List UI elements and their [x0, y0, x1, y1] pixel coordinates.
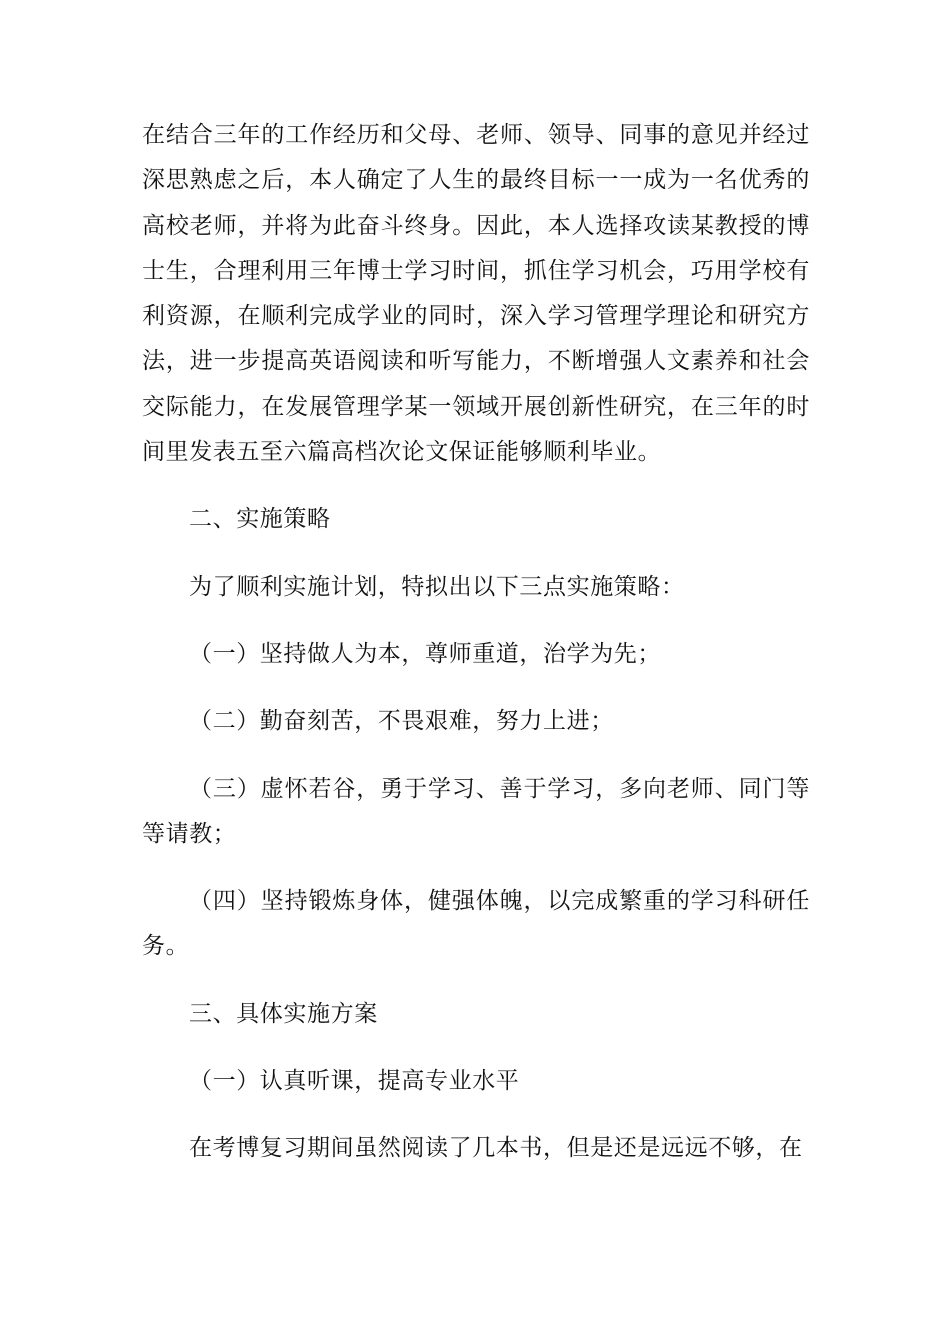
strategy-intro: 为了顺利实施计划，特拟出以下三点实施策略： — [189, 573, 685, 600]
section-heading-strategy: 二、实施策略 — [189, 506, 331, 533]
strategy-item-1: （一）坚持做人为本，尊师重道，治学为先； — [189, 640, 661, 667]
strategy-item-4: （四）坚持锻炼身体，健强体魄，以完成繁重的学习科研任务。 — [142, 888, 810, 960]
plan-paragraph: 在考博复习期间虽然阅读了几本书，但是还是远远不够，在 — [189, 1135, 803, 1162]
plan-item-1: （一）认真听课，提高专业水平 — [189, 1068, 520, 1095]
strategy-item-3: （三）虚怀若谷，勇于学习、善于学习，多向老师、同门等等请教； — [142, 775, 810, 847]
strategy-item-2: （二）勤奋刻苦，不畏艰难，努力上进； — [189, 708, 614, 735]
document-body — [142, 113, 810, 1172]
goal-paragraph: 在结合三年的工作经历和父母、老师、领导、同事的意见并经过深思熟虑之后，本人确定了人生的最终目标一一成为一名优秀的高校老师，并将为此奋斗终身。因此，本人选择攻读某教授的博士生，合理利用三年博士学习时间，抓住学习机会，巧用学校有利资源，在顺利完成学业的同时，深入学习管理学理论和研究方法，进一步提高英语阅读和听写能力，不断增强人文素养和社会交际能力，在发展管理学某一领域开展创新性研究，在三年的时间里发表五至六篇高档次论文保证能够顺利毕业。 — [142, 122, 810, 466]
section-heading-plan: 三、具体实施方案 — [189, 1000, 378, 1027]
